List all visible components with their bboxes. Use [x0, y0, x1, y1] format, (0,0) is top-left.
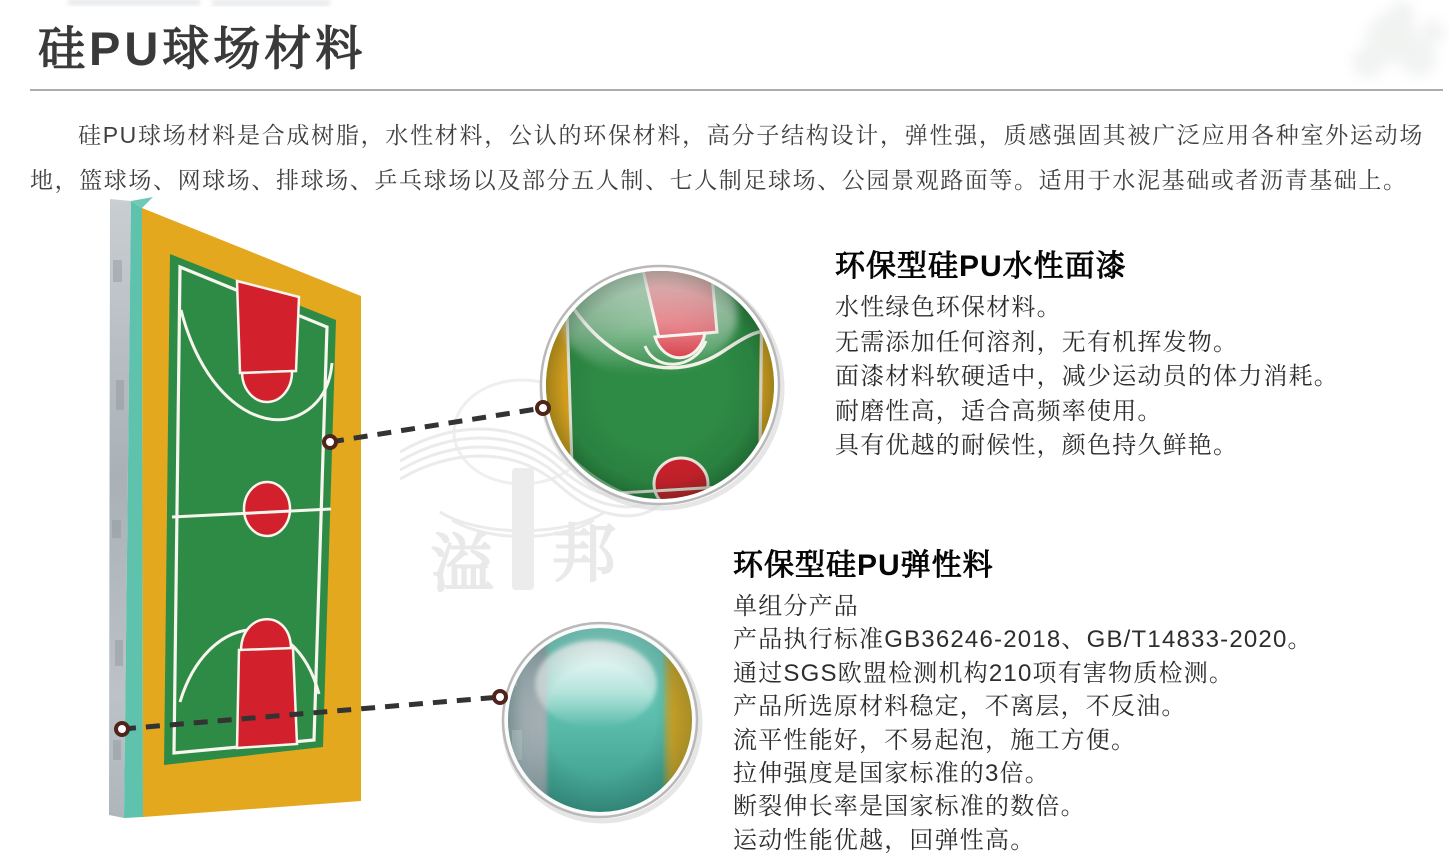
feature-line: 无需添加任何溶剂，无有机挥发物。 [835, 328, 1239, 356]
feature-line: 断裂伸长率是国家标准的数倍。 [733, 793, 1086, 821]
anchor-dot [324, 436, 336, 448]
feature-line: 产品执行标准GB36246-2018、GB/T14833-2020。 [733, 626, 1313, 654]
feature-line: 拉伸强度是国家标准的3倍。 [733, 760, 1050, 788]
anchor-dot [116, 723, 128, 735]
feature-line: 具有优越的耐候性，颜色持久鲜艳。 [835, 432, 1239, 460]
feature-topcoat-heading: 环保型硅PU水性面漆 [835, 250, 1127, 283]
key-area-top [237, 281, 299, 373]
feature-line: 水性绿色环保材料。 [835, 294, 1062, 321]
feature-line: 产品所选原材料稳定，不离层，不反油。 [733, 693, 1187, 721]
feature-line: 通过SGS欧盟检测机构210项有害物质检测。 [733, 659, 1235, 687]
watermark-char-right: 邦 [552, 518, 616, 590]
feature-line: 流平性能好，不易起泡，施工方便。 [733, 726, 1137, 754]
feature-elastic-heading: 环保型硅PU弹性料 [733, 549, 994, 582]
key-area-bottom [237, 648, 297, 748]
center-circle [244, 482, 290, 536]
callout-elastic [499, 618, 702, 824]
anchor-dot [494, 691, 506, 703]
feature-elastic [733, 549, 1313, 857]
intro-paragraph: 硅PU球场材料是合成树脂，水性材料，公认的环保材料，高分子结构设计，弹性强，质感强固其被广泛应用各种室外运动场地，篮球场、网球场、排球场、乒乓球场以及部分五人制、七人制足球场、公园景观路面等。适用于水泥基础或者沥青基础上。 [30, 122, 1424, 193]
watermark-char-left: 溢 [430, 528, 494, 600]
feature-topcoat [835, 250, 1339, 464]
feature-line: 单组分产品 [733, 593, 859, 620]
feature-line: 面漆材料软硬适中，减少运动员的体力消耗。 [835, 363, 1339, 391]
anchor-dot [537, 402, 549, 414]
feature-line: 运动性能优越，回弹性高。 [733, 826, 1036, 854]
corner-splatter-decoration [1352, 1, 1445, 78]
top-edge-artifact [68, 0, 330, 6]
page-title: 硅PU球场材料 [38, 22, 367, 75]
feature-line: 耐磨性高，适合高频率使用。 [835, 397, 1163, 425]
